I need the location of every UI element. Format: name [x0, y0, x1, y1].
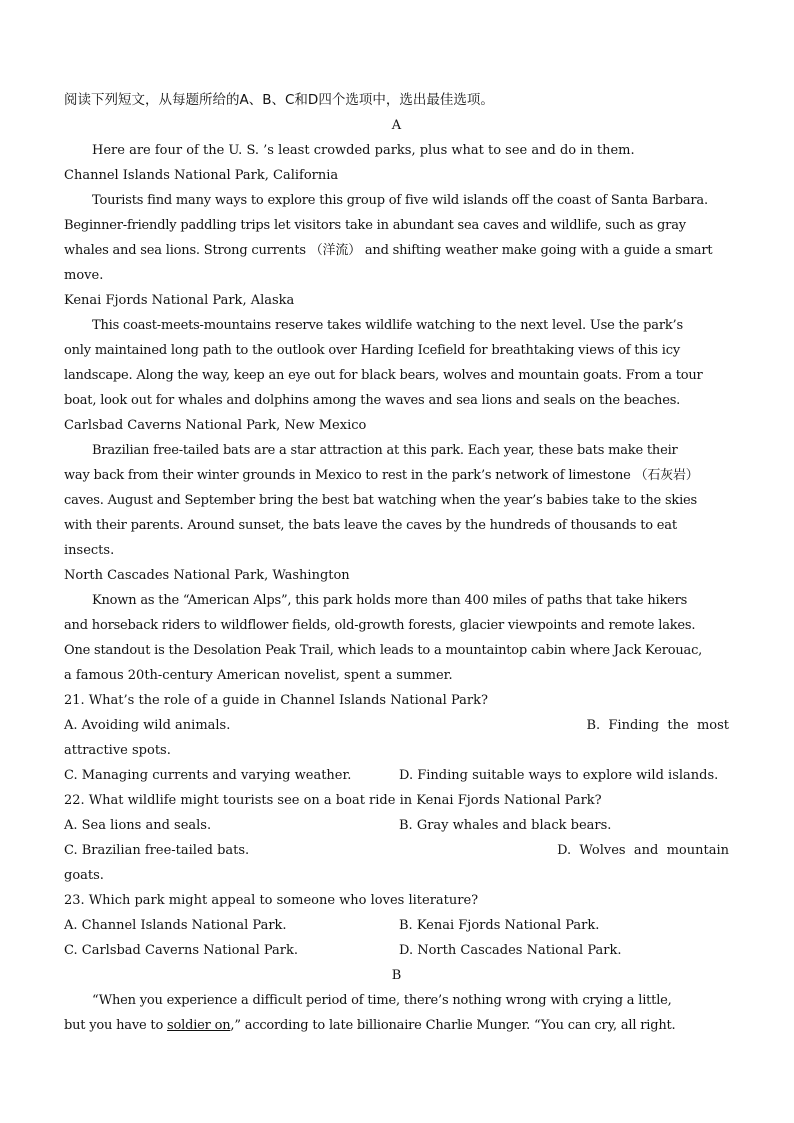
- instruction: 阅读下列短文，从每题所给的A、B、C和D四个选项中，选出最佳选项。: [64, 92, 494, 108]
- paragraph-line: caves. August and September bring the best bat watching when the year’s babies take to the skies: [64, 493, 698, 508]
- park-heading: Carlsbad Caverns National Park, New Mexico: [64, 418, 367, 433]
- options-row: [64, 838, 729, 863]
- park-heading: Kenai Fjords National Park, Alaska: [64, 293, 295, 308]
- option-d: D. Wolves and mountain: [557, 843, 729, 858]
- option-a: A. Avoiding wild animals.: [64, 718, 231, 733]
- paragraph-line: way back from their winter grounds in Mexico to rest in the park’s network of limestone （石灰岩）: [64, 468, 699, 483]
- question-stem: 22. What wildlife might tourists see on a boat ride in Kenai Fjords National Park?: [64, 793, 602, 808]
- paragraph-line: boat, look out for whales and dolphins among the waves and sea lions and seals on the beaches.: [64, 393, 681, 408]
- option-b-continued: attractive spots.: [64, 743, 171, 758]
- option-d-continued: goats.: [64, 868, 104, 883]
- paragraph-line: Beginner-friendly paddling trips let visitors take in abundant sea caves and wildlife, such as gray: [64, 218, 686, 233]
- park-heading: North Cascades National Park, Washington: [64, 568, 350, 583]
- text-span: ,” according to late billionaire Charlie Munger. “You can cry, all right.: [230, 1018, 676, 1033]
- option-d: D. North Cascades National Park.: [399, 943, 622, 958]
- option-d: D. Finding suitable ways to explore wild islands.: [399, 768, 719, 783]
- paragraph-line: Known as the “American Alps”, this park holds more than 400 miles of paths that take hikers: [92, 593, 688, 608]
- paragraph-line: “When you experience a difficult period of time, there’s nothing wrong with crying a little,: [92, 993, 672, 1008]
- option-c: C. Brazilian free-tailed bats.: [64, 843, 250, 858]
- paragraph-line: only maintained long path to the outlook over Harding Icefield for breathtaking views of this icy: [64, 343, 680, 358]
- park-heading: Channel Islands National Park, California: [64, 168, 339, 183]
- option-c: C. Managing currents and varying weather.: [64, 768, 352, 783]
- option-b: B. Gray whales and black bears.: [399, 818, 612, 833]
- paragraph-line: Tourists find many ways to explore this group of five wild islands off the coast of Santa Barbara.: [92, 193, 708, 208]
- paragraph-line: insects.: [64, 543, 115, 558]
- option-c: C. Carlsbad Caverns National Park.: [64, 943, 299, 958]
- paragraph-line: and horseback riders to wildflower fields, old-growth forests, glacier viewpoints and remote lakes.: [64, 618, 696, 633]
- paragraph-line: whales and sea lions. Strong currents （洋流） and shifting weather make going with a guide a smart: [64, 243, 713, 258]
- paragraph-line: This coast-meets-mountains reserve takes wildlife watching to the next level. Use the park’s: [92, 318, 683, 333]
- paragraph-line: move.: [64, 268, 104, 283]
- options-row: [64, 938, 729, 963]
- paragraph-line: Brazilian free-tailed bats are a star attraction at this park. Each year, these bats make their: [92, 443, 678, 458]
- options-row: [64, 713, 729, 738]
- paragraph-line: with their parents. Around sunset, the bats leave the caves by the hundreds of thousands to eat: [64, 518, 677, 533]
- question-stem: 23. Which park might appeal to someone who loves literature?: [64, 893, 479, 908]
- option-a: A. Channel Islands National Park.: [64, 918, 287, 933]
- question-stem: 21. What’s the role of a guide in Channel Islands National Park?: [64, 693, 488, 708]
- text-span: but you have to: [64, 1018, 168, 1033]
- section-a-label: A: [391, 118, 402, 133]
- option-b: B. Kenai Fjords National Park.: [399, 918, 600, 933]
- paragraph-line: [64, 1013, 729, 1038]
- paragraph-line: a famous 20th-century American novelist, spent a summer.: [64, 668, 453, 683]
- section-b-label: B: [391, 968, 402, 983]
- option-b: B. Finding the most: [586, 718, 729, 733]
- section-a-intro: Here are four of the U. S. ’s least crowded parks, plus what to see and do in them.: [92, 143, 635, 158]
- option-a: A. Sea lions and seals.: [64, 818, 212, 833]
- paragraph-line: landscape. Along the way, keep an eye out for black bears, wolves and mountain goats. From a tour: [64, 368, 703, 383]
- options-row: [64, 813, 729, 838]
- options-row: [64, 913, 729, 938]
- underlined-phrase: soldier on: [167, 1018, 231, 1033]
- options-row: [64, 763, 729, 788]
- reading-content: [64, 88, 729, 1038]
- paragraph-line: One standout is the Desolation Peak Trail, which leads to a mountaintop cabin where Jack Kerouac,: [64, 643, 703, 658]
